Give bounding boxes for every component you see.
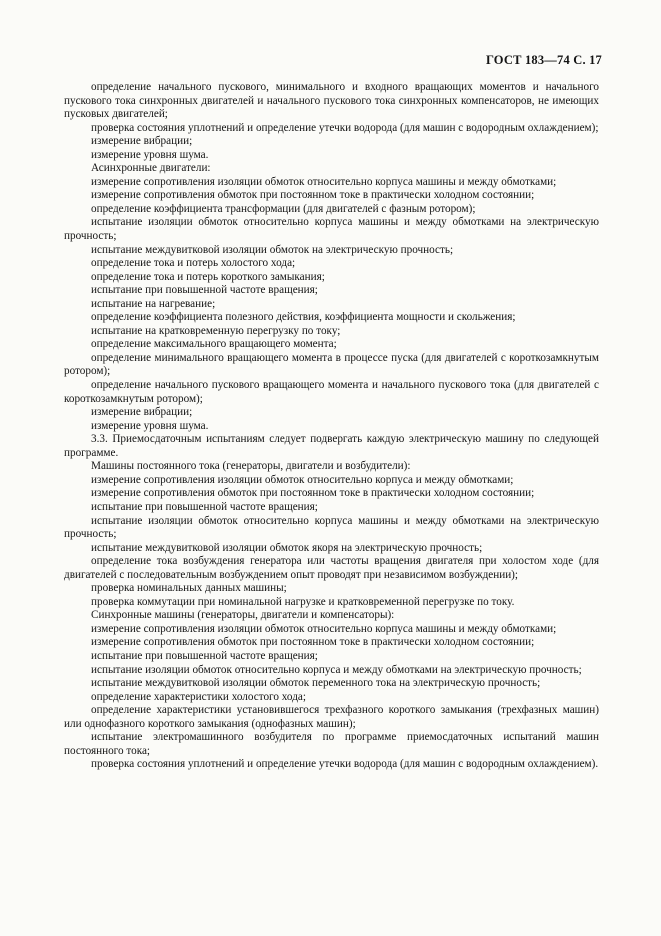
clause-3-3: 3.3. Приемосдаточным испытаниям следует подвергать каждую электрическую машину по следующей программе. <box>64 433 599 459</box>
paragraph: определение тока возбуждения генератора или частоты вращения двигателя при холостом ходе (для двигателей с последовательным возбуждением опыт проводят при независимом возбуждении); <box>64 555 599 581</box>
paragraph: испытание при повышенной частоте вращения; <box>91 500 318 513</box>
paragraph: определение тока и потерь холостого хода; <box>91 257 296 270</box>
paragraph: испытание междувитковой изоляции обмоток переменного тока на электрическую прочность; <box>91 677 541 690</box>
paragraph: испытание междувитковой изоляции обмоток якоря на электрическую прочность; <box>91 541 483 554</box>
paragraph: измерение сопротивления обмоток при постоянном токе в практически холодном состоянии; <box>91 487 535 500</box>
paragraph: определение характеристики холостого хода; <box>91 690 306 703</box>
paragraph: определение коэффициента полезного действия, коэффициента мощности и скольжения; <box>91 311 516 324</box>
paragraph: испытание изоляции обмоток относительно корпуса машины и между обмотками на электрическую прочность; <box>64 514 599 541</box>
paragraph: проверка номинальных данных машины; <box>91 582 287 595</box>
paragraph: определение коэффициента трансформации (для двигателей с фазным ротором); <box>91 202 476 215</box>
paragraph: испытание на нагревание; <box>91 297 216 310</box>
document-body <box>64 81 599 772</box>
paragraph: определение тока и потерь короткого замыкания; <box>91 270 325 283</box>
section-heading: Асинхронные двигатели: <box>91 162 211 175</box>
paragraph: измерение сопротивления изоляции обмоток относительно корпуса и между обмотками; <box>91 473 514 486</box>
paragraph: проверка состояния уплотнений и определение утечки водорода (для машин с водородным охлаждением); <box>91 121 599 134</box>
paragraph: определение максимального вращающего момента; <box>91 338 337 351</box>
paragraph: измерение сопротивления обмоток при постоянном токе в практически холодном состоянии; <box>91 636 535 649</box>
paragraph: измерение сопротивления изоляции обмоток относительно корпуса машины и между обмотками; <box>91 175 557 188</box>
paragraph: определение начального пускового, минимального и входного вращающих моментов и начального пускового тока синхронных двигателей и начального пускового тока синхронных компенсаторов, не имеющих пусковых двигателей; <box>64 81 599 121</box>
paragraph: испытание изоляции обмоток относительно корпуса машины и между обмотками на электрическую прочность; <box>64 216 599 243</box>
paragraph: испытание при повышенной частоте вращения; <box>91 649 318 662</box>
paragraph: испытание междувитковой изоляции обмоток на электрическую прочность; <box>91 243 454 256</box>
section-heading: Машины постоянного тока (генераторы, двигатели и возбудители): <box>91 460 411 473</box>
paragraph: измерение уровня шума. <box>91 419 209 432</box>
paragraph: определение минимального вращающего момента в процессе пуска (для двигателей с короткозамкнутым ротором); <box>64 351 599 378</box>
paragraph: испытание электромашинного возбудителя по программе приемосдаточных испытаний машин постоянного тока; <box>64 731 599 757</box>
paragraph: измерение сопротивления обмоток при постоянном токе в практически холодном состоянии; <box>91 189 535 202</box>
page-header: ГОСТ 183—74 С. 17 <box>485 53 602 67</box>
paragraph: измерение вибрации; <box>91 406 193 419</box>
section-heading: Синхронные машины (генераторы, двигатели и компенсаторы): <box>91 609 395 622</box>
paragraph: испытание на кратковременную перегрузку по току; <box>91 324 341 337</box>
paragraph: проверка состояния уплотнений и определение утечки водорода (для машин с водородным охлаждением). <box>91 758 599 771</box>
paragraph: измерение вибрации; <box>91 135 193 148</box>
paragraph: определение характеристики установившегося трехфазного короткого замыкания (трехфазных машин) или однофазного короткого замыкания (однофазных машин); <box>64 704 599 730</box>
paragraph: проверка коммутации при номинальной нагрузке и кратковременной перегрузке по току. <box>91 595 515 608</box>
paragraph: измерение уровня шума. <box>91 148 209 161</box>
paragraph: испытание изоляции обмоток относительно корпуса и между обмотками на электрическую прочность; <box>91 663 582 676</box>
paragraph: измерение сопротивления изоляции обмоток относительно корпуса машины и между обмотками; <box>91 622 557 635</box>
paragraph: определение начального пускового вращающего момента и начального пускового тока (для двигателей с короткозамкнутым ротором); <box>64 379 599 405</box>
paragraph: испытание при повышенной частоте вращения; <box>91 284 318 297</box>
